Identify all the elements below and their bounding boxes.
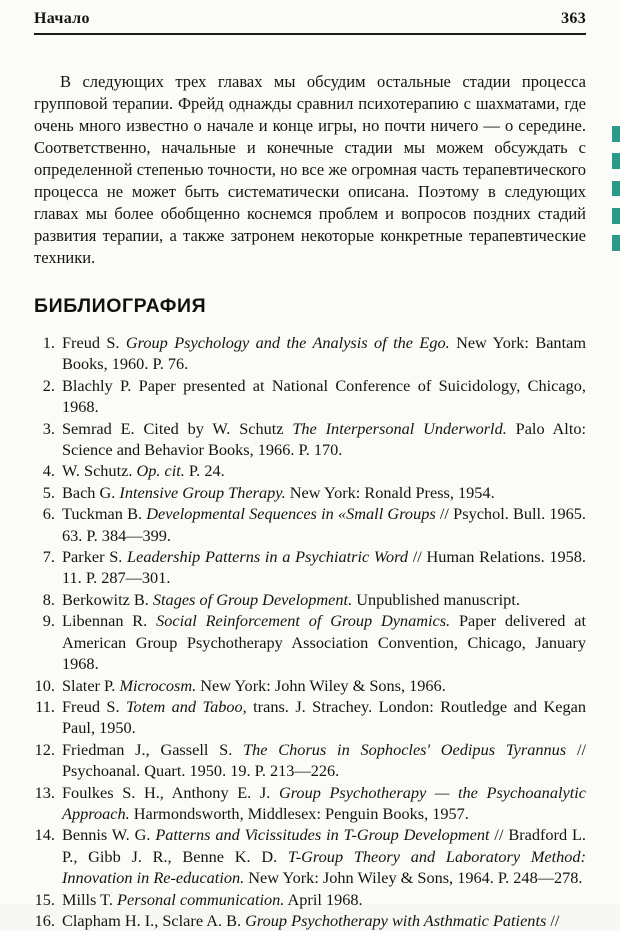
- entry-number: 11.: [35, 696, 55, 716]
- bibliography-entry: [34, 889, 586, 910]
- bibliography-entry: [34, 782, 586, 825]
- entry-number: 14.: [34, 825, 55, 845]
- running-title: Начало: [34, 10, 90, 27]
- entry-text: Freud S. Group Psychology and the Analysis of the Ego. New York: Bantam Books, 1960. P. 76.: [62, 333, 586, 374]
- entry-number: 15.: [34, 889, 55, 909]
- entry-text: Friedman J., Gassell S. The Chorus in Sophocles' Oedipus Tyrannus // Psychoanal. Quart. 1950. 19. P. 213—226.: [62, 739, 586, 781]
- scan-edge-mark: [612, 126, 620, 142]
- entry-text: Freud S. Totem and Taboo, trans. J. Strachey. London: Routledge and Kegan Paul, 1950.: [62, 696, 586, 738]
- entry-number: 10.: [34, 675, 55, 695]
- entry-text: Libennan R. Social Reinforcement of Group Dynamics. Paper delivered at American Group Psychotherapy Association Convention, Chicago, January 1968.: [62, 611, 586, 674]
- bibliography-entry: [34, 546, 586, 589]
- entry-number: 12.: [34, 739, 55, 759]
- scan-edge-mark: [612, 153, 620, 169]
- bibliography-heading: БИБЛИОГРАФИЯ: [34, 295, 207, 317]
- entry-text: Parker S. Leadership Patterns in a Psychiatric Word // Human Relations. 1958. 11. P. 287—301.: [62, 547, 586, 588]
- entry-number: 5.: [42, 482, 55, 502]
- bibliography-entry: [34, 824, 586, 888]
- entry-number: 8.: [42, 589, 55, 609]
- bibliography-entry: [34, 503, 586, 546]
- bibliography-entry: [34, 375, 586, 418]
- entry-text: Bach G. Intensive Group Therapy. New York: Ronald Press, 1954.: [62, 482, 495, 502]
- scan-edge-mark: [612, 208, 620, 224]
- bibliography-entry: [34, 460, 586, 481]
- entry-number: 6.: [42, 504, 55, 524]
- entry-text: Mills T. Personal communication. April 1968.: [62, 889, 363, 909]
- entry-text: Clapham H. I., Sclare A. B. Group Psychotherapy with Asthmatic Patients //: [62, 910, 560, 930]
- bibliography-entry: [34, 482, 586, 503]
- entry-number: 13.: [34, 782, 55, 802]
- entry-text: Slater P. Microcosm. New York: John Wiley & Sons, 1966.: [62, 675, 446, 695]
- entry-text: Foulkes S. H., Anthony E. J. Group Psychotherapy — the Psychoanalytic Approach. Harmondsworth, Middlesex: Penguin Books, 1957.: [62, 782, 586, 823]
- header-rule: [34, 33, 586, 35]
- entry-number: 4.: [42, 461, 55, 481]
- entry-text: Tuckman B. Developmental Sequences in «Small Groups // Psychol. Bull. 1965. 63. P. 384—399.: [62, 504, 587, 545]
- bibliography-entry: [34, 910, 586, 931]
- entry-text: Blachly P. Paper presented at National Conference of Suicidology, Chicago, 1968.: [62, 375, 586, 417]
- entry-number: 16.: [34, 910, 55, 930]
- entry-number: 9.: [42, 611, 55, 631]
- page-number: 363: [561, 10, 586, 27]
- entry-text: Semrad E. Cited by W. Schutz The Interpersonal Underworld. Palo Alto: Science and Behavior Books, 1966. P. 170.: [62, 418, 587, 460]
- bibliography-entry: [34, 589, 586, 610]
- bibliography-entry: [34, 675, 586, 696]
- entry-text: Berkowitz B. Stages of Group Development. Unpublished manuscript.: [62, 589, 520, 609]
- entry-number: 1.: [42, 333, 55, 352]
- bibliography-entry: [34, 696, 586, 739]
- bibliography-entry: [34, 739, 586, 782]
- bibliography-list: [34, 332, 586, 931]
- entry-number: 3.: [42, 418, 55, 438]
- scan-edge-mark: [612, 235, 620, 251]
- entry-text: Bennis W. G. Patterns and Vicissitudes in T-Group Development // Bradford L. P., Gibb J. R., Benne K. D. T-Group Theory and Laboratory Method: Innovation in Re-education. New York: John Wiley & Sons, 1964. P. 248—278.: [62, 825, 586, 888]
- bibliography-entry: [34, 418, 586, 461]
- entry-number: 7.: [42, 547, 55, 567]
- entry-text: W. Schutz. Op. cit. P. 24.: [62, 461, 225, 481]
- bibliography-entry: [34, 332, 586, 375]
- page-header: [34, 10, 586, 28]
- scan-edge-mark: [612, 181, 620, 196]
- entry-number: 2.: [42, 375, 55, 395]
- intro-paragraph: В следующих трех главах мы обсудим остальные стадии процесса групповой терапии. Фрейд однажды сравнил психотерапию с шахматами, где очень много известно о начале и конце игры, но почти ничего — о середине. Соответственно, начальные и конечные стадии мы можем обсуждать с определенной степенью точности, но все же огромная часть терапевтического процесса не может быть систематически описана. Поэтому в следующих главах мы более обобщенно коснемся проблем и вопросов поздних стадий развития терапии, а также затронем некоторые конкретные терапевтические техники.: [34, 72, 586, 267]
- bibliography-entry: [34, 610, 586, 674]
